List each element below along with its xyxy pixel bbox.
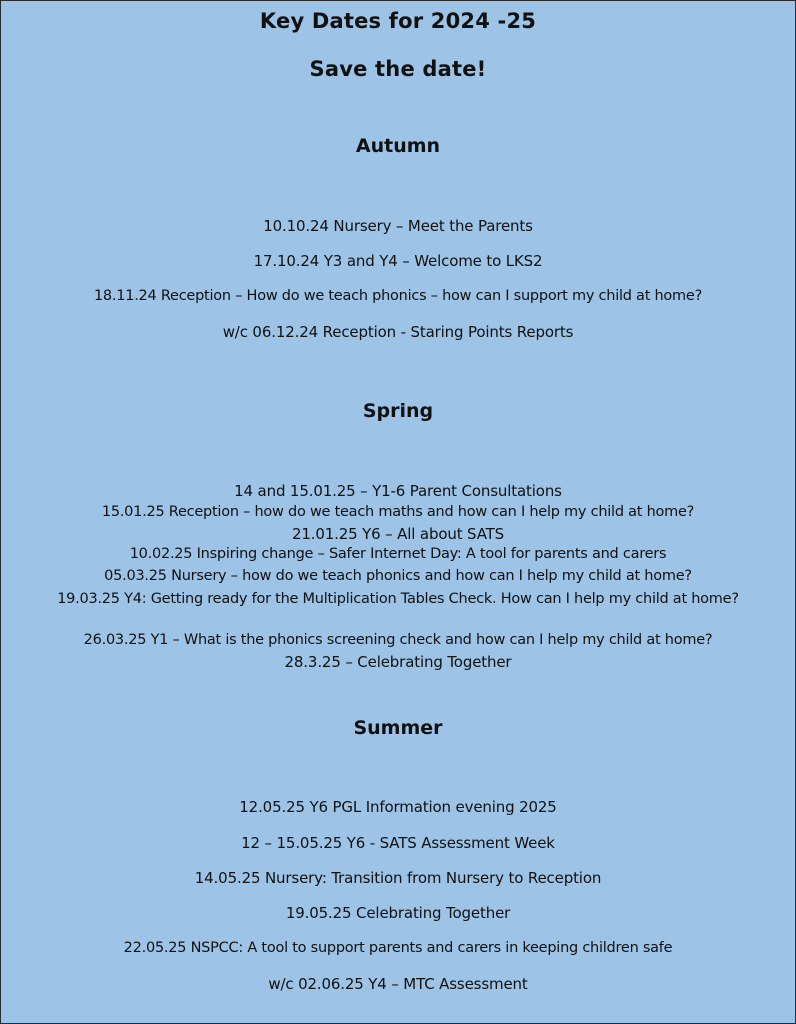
summer-item: 12 – 15.05.25 Y6 - SATS Assessment Week [241,834,555,852]
spring-item: 14 and 15.01.25 – Y1-6 Parent Consultations [234,482,562,500]
spring-item: 26.03.25 Y1 – What is the phonics screening check and how can I help my child at home? [83,632,713,648]
summer-item: 14.05.25 Nursery: Transition from Nursery to Reception [194,869,602,887]
autumn-item: 17.10.24 Y3 and Y4 – Welcome to LKS2 [253,252,543,270]
summer-item: 12.05.25 Y6 PGL Information evening 2025 [239,798,557,816]
spring-item: 19.03.25 Y4: Getting ready for the Multiplication Tables Check. How can I help my child at home? [57,591,739,607]
spring-item: 15.01.25 Reception – how do we teach maths and how can I help my child at home? [101,504,695,520]
spring-heading: Spring [362,400,434,422]
page-subtitle: Save the date! [309,57,487,81]
autumn-heading: Autumn [355,135,441,157]
spring-item: 05.03.25 Nursery – how do we teach phonics and how can I help my child at home? [104,568,692,584]
summer-heading: Summer [353,717,443,739]
summer-item: 22.05.25 NSPCC: A tool to support parents and carers in keeping children safe [123,940,673,956]
summer-item: 19.05.25 Celebrating Together [285,904,511,922]
spring-item: 10.02.25 Inspiring change – Safer Internet Day: A tool for parents and carers [129,546,667,562]
page-title: Key Dates for 2024 -25 [259,9,537,33]
autumn-item: 10.10.24 Nursery – Meet the Parents [263,217,533,235]
autumn-item: w/c 06.12.24 Reception - Staring Points Reports [222,323,574,341]
summer-item: w/c 02.06.25 Y4 – MTC Assessment [268,975,528,993]
spring-item: 28.3.25 – Celebrating Together [284,653,512,671]
spring-item: 21.01.25 Y6 – All about SATS [291,525,505,543]
autumn-item: 18.11.24 Reception – How do we teach phonics – how can I support my child at home? [93,288,703,304]
